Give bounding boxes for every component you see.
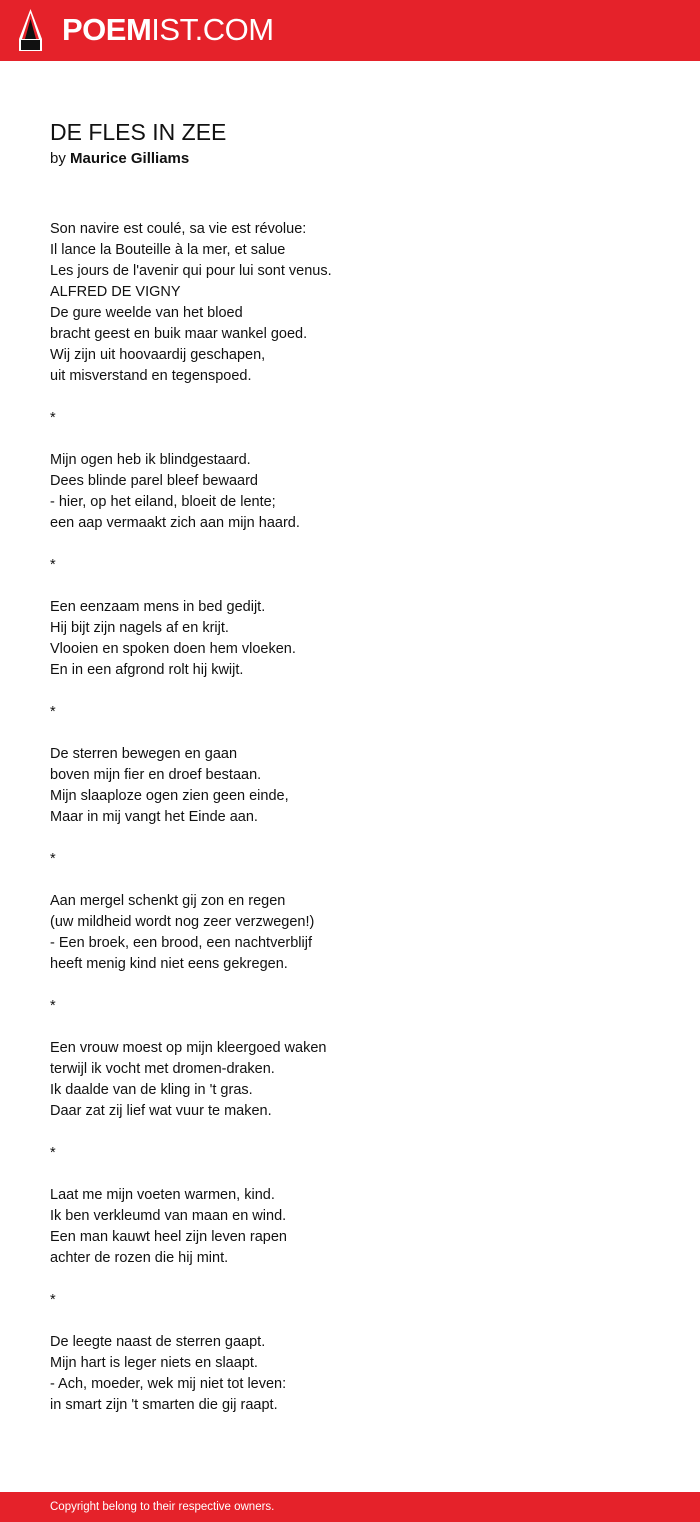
poem-line: Vlooien en spoken doen hem vloeken. <box>50 641 296 657</box>
poem-line: * <box>50 557 56 573</box>
poem-line: Hij bijt zijn nagels af en krijt. <box>50 620 229 636</box>
poem-line: achter de rozen die hij mint. <box>50 1250 229 1266</box>
poem-line: Ik daalde van de kling in 't gras. <box>50 1082 253 1098</box>
site-logo[interactable] <box>62 12 274 48</box>
poem-line: * <box>50 998 56 1014</box>
brand-light: IST.COM <box>151 12 274 47</box>
poem-line: Maar in mij vangt het Einde aan. <box>50 809 258 825</box>
poem-line: * <box>50 704 56 720</box>
poem-line: bracht geest en buik maar wankel goed. <box>50 326 308 342</box>
poem-line: Ik ben verkleumd van maan en wind. <box>50 1208 287 1224</box>
poem-line: Daar zat zij lief wat vuur te maken. <box>50 1103 272 1119</box>
poem-stanza <box>50 744 650 828</box>
brand-bold: POEM <box>62 12 152 47</box>
poem-line: terwijl ik vocht met dromen-draken. <box>50 1061 275 1077</box>
poem-line: een aap vermaakt zich aan mijn haard. <box>50 515 300 531</box>
poem-line: ALFRED DE VIGNY <box>50 284 181 300</box>
stanza-separator <box>50 1143 650 1164</box>
poem-line: * <box>50 1145 56 1161</box>
poem-stanza <box>50 1185 650 1269</box>
stanza-separator <box>50 408 650 429</box>
poem-title: DE FLES IN ZEE <box>50 119 227 145</box>
poem-line: Laat me mijn voeten warmen, kind. <box>50 1187 275 1203</box>
poem-line: * <box>50 1292 56 1308</box>
poem-line: heeft menig kind niet eens gekregen. <box>50 956 288 972</box>
poem-line: (uw mildheid wordt nog zeer verzwegen!) <box>50 914 315 930</box>
poem-line: Mijn ogen heb ik blindgestaard. <box>50 452 251 468</box>
poem-line: - Een broek, een brood, een nachtverblijf <box>50 935 312 951</box>
copyright-notice: Copyright belong to their respective owners. <box>50 1501 275 1513</box>
poem-line: Wij zijn uit hoovaardij geschapen, <box>50 347 266 363</box>
stanza-separator <box>50 555 650 576</box>
poem-line: Mijn hart is leger niets en slaapt. <box>50 1355 258 1371</box>
poem-stanza <box>50 450 650 534</box>
poem-line: En in een afgrond rolt hij kwijt. <box>50 662 244 678</box>
poem-stanza <box>50 891 650 975</box>
poem-line: De leegte naast de sterren gaapt. <box>50 1334 266 1350</box>
poem-line: Les jours de l'avenir qui pour lui sont venus. <box>50 263 332 279</box>
poem-line: Dees blinde parel bleef bewaard <box>50 473 258 489</box>
poem-line: Een man kauwt heel zijn leven rapen <box>50 1229 287 1245</box>
poem-line: - hier, op het eiland, bloeit de lente; <box>50 494 276 510</box>
poem-stanza <box>50 219 650 387</box>
byline <box>50 149 189 169</box>
stanza-separator <box>50 702 650 723</box>
poem-line: De gure weelde van het bloed <box>50 305 243 321</box>
poem-body <box>50 219 650 1437</box>
poem-line: Een eenzaam mens in bed gedijt. <box>50 599 266 615</box>
poem-line: Een vrouw moest op mijn kleergoed waken <box>50 1040 327 1056</box>
stanza-separator <box>50 996 650 1017</box>
poem-line: Mijn slaaploze ogen zien geen einde, <box>50 788 289 804</box>
stanza-separator <box>50 1290 650 1311</box>
poem-line: uit misverstand en tegenspoed. <box>50 368 252 384</box>
poem-line: - Ach, moeder, wek mij niet tot leven: <box>50 1376 287 1392</box>
poem-line: Il lance la Bouteille à la mer, et salue <box>50 242 286 258</box>
poem-author: Maurice Gilliams <box>70 150 190 167</box>
poem-stanza <box>50 597 650 681</box>
pencil-tip-icon[interactable] <box>18 9 43 51</box>
poem-line: De sterren bewegen en gaan <box>50 746 238 762</box>
site-footer <box>0 1492 700 1522</box>
by-label: by <box>50 150 66 167</box>
poem-line: boven mijn fier en droef bestaan. <box>50 767 262 783</box>
poem-line: in smart zijn 't smarten die gij raapt. <box>50 1397 278 1413</box>
poem-line: Aan mergel schenkt gij zon en regen <box>50 893 286 909</box>
stanza-separator <box>50 849 650 870</box>
poem-stanza <box>50 1038 650 1122</box>
poem-line: Son navire est coulé, sa vie est révolue: <box>50 221 307 237</box>
poem-line: * <box>50 410 56 426</box>
poem-stanza <box>50 1332 650 1416</box>
poem-line: * <box>50 851 56 867</box>
site-header <box>0 0 700 61</box>
